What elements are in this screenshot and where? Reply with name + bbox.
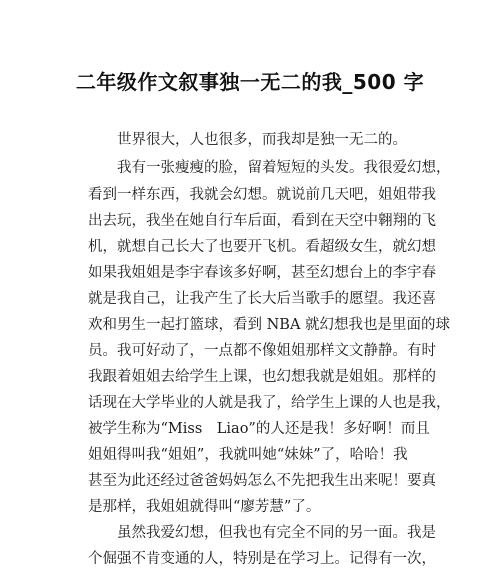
text-line: 机，就想自己长大了也要开飞机。看超级女生，就幻想 xyxy=(88,239,436,255)
text-line: 话现在大学毕业的人就是我了，给学生上课的人也是我， xyxy=(88,395,451,411)
text-line: 甚至为此还经过爸爸妈妈怎么不先把我生出来呢！要真 xyxy=(88,473,436,489)
text-line: 看到一样东西，我就会幻想。就说前几天吧，姐姐带我 xyxy=(88,187,436,203)
text-line: 就是我自己，让我产生了长大后当歌手的愿望。我还喜 xyxy=(88,291,436,307)
text-line: 我有一张瘦瘦的脸，留着短短的头发。我很爱幻想， xyxy=(88,160,451,176)
text-line: 个倔强不肯变通的人，特别是在学习上。记得有一次， xyxy=(88,551,436,567)
page-title: 二年级作文叙事独一无二的我_500 字 xyxy=(75,70,425,94)
text-line: 世界很大，人也很多，而我却是独一无二的。 xyxy=(88,132,407,148)
text-line: 是那样，我姐姐就得叫“廖芳慧”了。 xyxy=(88,499,321,515)
text-line: 员。我可好动了，一点都不像姐姐那样文文静静。有时 xyxy=(88,343,436,359)
text-line: 虽然我爱幻想，但我也有完全不同的另一面。我是 xyxy=(88,525,436,541)
text-line: 如果我姐姐是李宇春该多好啊，甚至幻想台上的李宇春 xyxy=(88,265,436,281)
text-line: 欢和男生一起打篮球，看到 NBA 就幻想我也是里面的球 xyxy=(88,317,451,333)
text-line: 我跟着姐姐去给学生上课，也幻想我就是姐姐。那样的 xyxy=(88,369,436,385)
text-line: 姐姐得叫我“姐姐”，我就叫她“妹妹”了，哈哈！我 xyxy=(88,447,408,463)
text-line: 出去玩，我坐在她自行车后面，看到在天空中翱翔的飞 xyxy=(88,213,436,229)
text-line: 被学生称为“Miss Liao”的人还是我！多好啊！而且 xyxy=(88,421,430,437)
